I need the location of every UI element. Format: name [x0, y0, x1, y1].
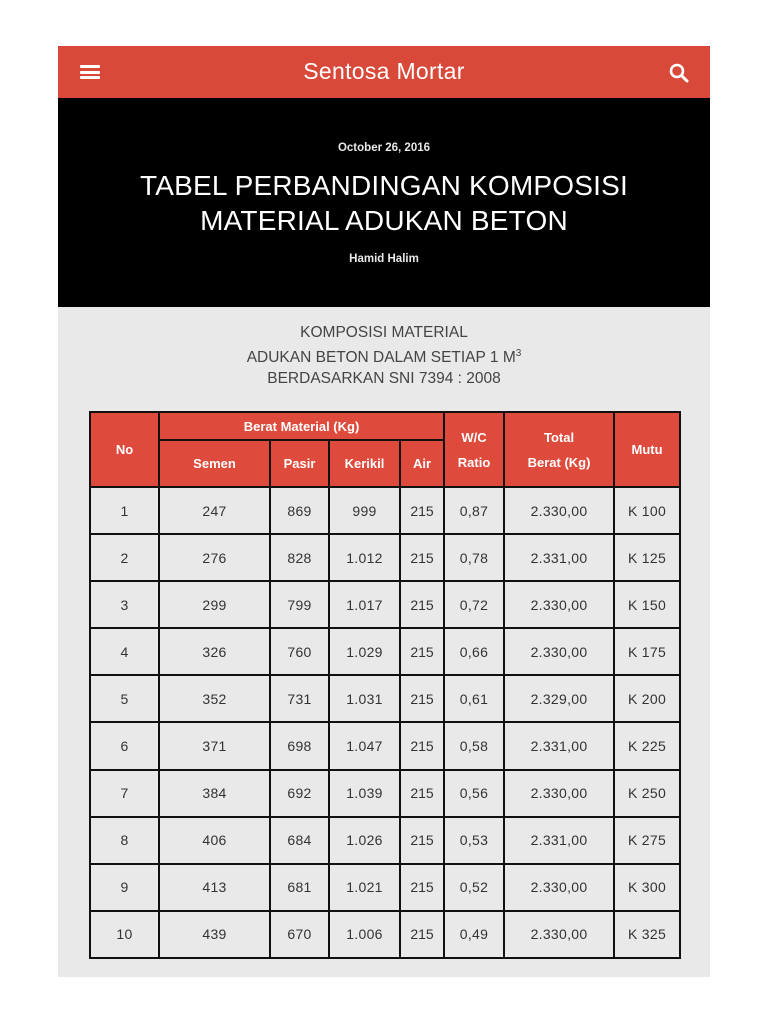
header-air: Air: [400, 440, 444, 487]
cell-semen: 247: [159, 487, 270, 534]
cell-kerikil: 1.012: [329, 534, 400, 581]
cell-total-berat: 2.330,00: [504, 864, 614, 911]
cell-mutu: K 300: [614, 864, 680, 911]
cell-wc-ratio: 0,61: [444, 675, 504, 722]
header-berat-material: Berat Material (Kg): [159, 412, 444, 440]
cell-kerikil: 999: [329, 487, 400, 534]
header-wc-ratio: [444, 412, 504, 487]
header-semen: Semen: [159, 440, 270, 487]
cell-kerikil: 1.021: [329, 864, 400, 911]
table-row: [90, 722, 680, 769]
cell-no: 1: [90, 487, 159, 534]
cell-air: 215: [400, 817, 444, 864]
cell-wc-ratio: 0,58: [444, 722, 504, 769]
cell-total-berat: 2.330,00: [504, 911, 614, 958]
cell-wc-ratio: 0,56: [444, 770, 504, 817]
cell-semen: 384: [159, 770, 270, 817]
post-author: Hamid Halim: [349, 253, 419, 265]
cell-no: 5: [90, 675, 159, 722]
cell-kerikil: 1.006: [329, 911, 400, 958]
cell-kerikil: 1.026: [329, 817, 400, 864]
cell-mutu: K 175: [614, 628, 680, 675]
cell-pasir: 692: [270, 770, 329, 817]
cell-wc-ratio: 0,78: [444, 534, 504, 581]
cell-air: 215: [400, 770, 444, 817]
cell-total-berat: 2.330,00: [504, 487, 614, 534]
table-body: [90, 487, 680, 958]
cell-air: 215: [400, 628, 444, 675]
cell-wc-ratio: 0,49: [444, 911, 504, 958]
cell-mutu: K 275: [614, 817, 680, 864]
cell-air: 215: [400, 675, 444, 722]
post-title: [58, 168, 710, 238]
cell-pasir: 869: [270, 487, 329, 534]
cell-kerikil: 1.017: [329, 581, 400, 628]
table-row: [90, 487, 680, 534]
header-pasir: Pasir: [270, 440, 329, 487]
cell-semen: 406: [159, 817, 270, 864]
cell-no: 7: [90, 770, 159, 817]
cell-mutu: K 225: [614, 722, 680, 769]
cell-mutu: K 150: [614, 581, 680, 628]
caption-line-2: [58, 343, 710, 368]
site-title[interactable]: Sentosa Mortar: [303, 58, 465, 84]
table-row: [90, 534, 680, 581]
table-row: [90, 675, 680, 722]
cell-mutu: K 125: [614, 534, 680, 581]
table-caption: [58, 322, 710, 389]
composition-table: [89, 411, 681, 959]
cell-mutu: K 100: [614, 487, 680, 534]
cell-wc-ratio: 0,87: [444, 487, 504, 534]
cell-wc-ratio: 0,72: [444, 581, 504, 628]
cell-pasir: 731: [270, 675, 329, 722]
cell-no: 10: [90, 911, 159, 958]
cell-pasir: 799: [270, 581, 329, 628]
table-row: [90, 581, 680, 628]
cell-semen: 413: [159, 864, 270, 911]
cell-air: 215: [400, 864, 444, 911]
post-hero: [58, 98, 710, 307]
cell-wc-ratio: 0,52: [444, 864, 504, 911]
page-container: [58, 46, 710, 977]
cell-kerikil: 1.047: [329, 722, 400, 769]
cell-semen: 299: [159, 581, 270, 628]
cell-semen: 352: [159, 675, 270, 722]
cell-air: 215: [400, 911, 444, 958]
header-wc-line-2: Ratio: [457, 454, 491, 470]
cell-no: 9: [90, 864, 159, 911]
cell-no: 2: [90, 534, 159, 581]
header-total-line-1: Total: [543, 429, 575, 445]
cell-semen: 276: [159, 534, 270, 581]
header-mutu: Mutu: [614, 412, 680, 487]
post-title-line-1: TABEL PERBANDINGAN KOMPOSISI: [140, 170, 628, 201]
cell-total-berat: 2.331,00: [504, 817, 614, 864]
cell-pasir: 828: [270, 534, 329, 581]
table-row: [90, 864, 680, 911]
cell-semen: 371: [159, 722, 270, 769]
cell-total-berat: 2.331,00: [504, 534, 614, 581]
cell-total-berat: 2.330,00: [504, 770, 614, 817]
cell-air: 215: [400, 487, 444, 534]
cell-no: 6: [90, 722, 159, 769]
cell-mutu: K 200: [614, 675, 680, 722]
table-header-row-1: [90, 412, 680, 440]
post-title-line-2: MATERIAL ADUKAN BETON: [200, 205, 568, 236]
cell-no: 8: [90, 817, 159, 864]
cell-total-berat: 2.330,00: [504, 628, 614, 675]
cell-kerikil: 1.031: [329, 675, 400, 722]
cell-pasir: 684: [270, 817, 329, 864]
top-app-bar: [58, 46, 710, 98]
table-row: [90, 770, 680, 817]
cell-no: 3: [90, 581, 159, 628]
cell-air: 215: [400, 534, 444, 581]
table-row: [90, 911, 680, 958]
header-total-line-2: Berat (Kg): [527, 454, 591, 470]
cell-air: 215: [400, 722, 444, 769]
cell-no: 4: [90, 628, 159, 675]
header-kerikil: Kerikil: [329, 440, 400, 487]
cell-total-berat: 2.330,00: [504, 581, 614, 628]
cell-pasir: 760: [270, 628, 329, 675]
cell-wc-ratio: 0,53: [444, 817, 504, 864]
header-total-berat: [504, 412, 614, 487]
search-icon[interactable]: [668, 62, 690, 84]
cell-total-berat: 2.329,00: [504, 675, 614, 722]
table-row: [90, 817, 680, 864]
cell-semen: 326: [159, 628, 270, 675]
header-no: No: [90, 412, 159, 487]
cell-air: 215: [400, 581, 444, 628]
caption-line-3: BERDASARKAN SNI 7394 : 2008: [267, 370, 501, 387]
cell-mutu: K 250: [614, 770, 680, 817]
cell-pasir: 670: [270, 911, 329, 958]
cell-pasir: 698: [270, 722, 329, 769]
caption-line-1: KOMPOSISI MATERIAL: [300, 324, 468, 341]
cell-wc-ratio: 0,66: [444, 628, 504, 675]
caption-superscript: 3: [515, 348, 522, 359]
cell-pasir: 681: [270, 864, 329, 911]
post-date: October 26, 2016: [337, 142, 431, 154]
caption-line-2-text: ADUKAN BETON DALAM SETIAP 1 M: [246, 349, 516, 366]
table-row: [90, 628, 680, 675]
cell-mutu: K 325: [614, 911, 680, 958]
cell-total-berat: 2.331,00: [504, 722, 614, 769]
cell-kerikil: 1.029: [329, 628, 400, 675]
cell-semen: 439: [159, 911, 270, 958]
cell-kerikil: 1.039: [329, 770, 400, 817]
header-wc-line-1: W/C: [461, 429, 487, 445]
